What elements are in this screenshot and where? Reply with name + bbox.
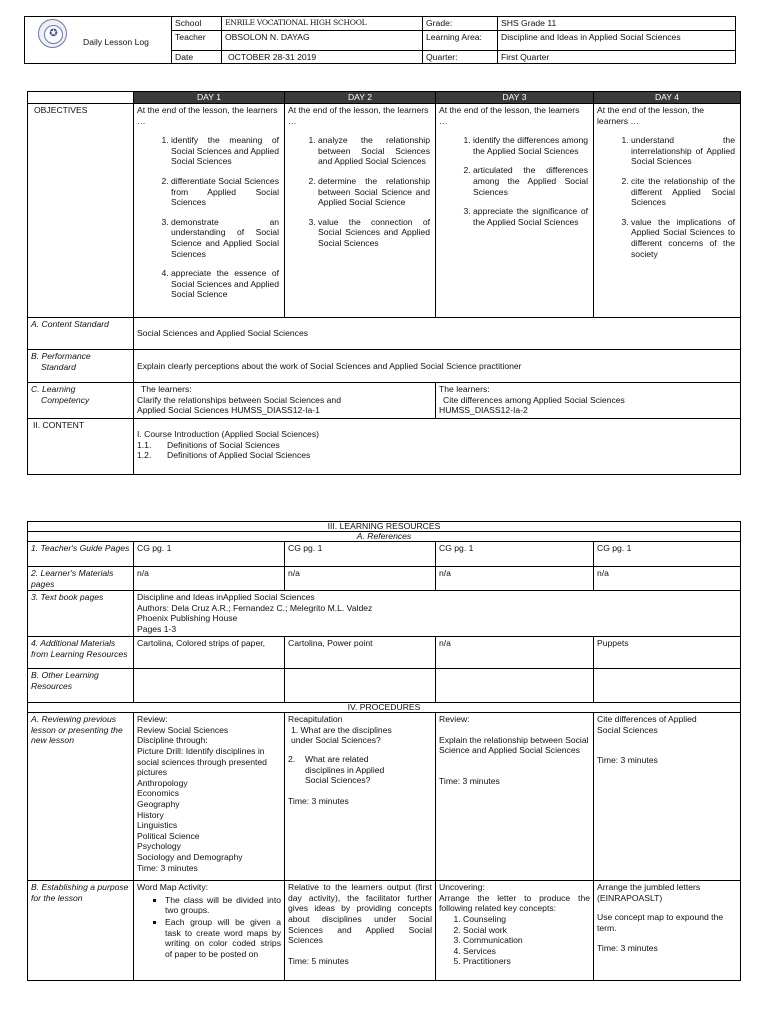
reviewing-day1-line: Economics	[137, 788, 180, 799]
textbook-label: 3. Text book pages	[28, 591, 134, 637]
reviewing-day2	[285, 713, 436, 881]
reviewing-day3	[436, 713, 594, 881]
day1-objectives	[134, 104, 285, 318]
document-title: Daily Lesson Log	[83, 37, 149, 47]
day1-objective: 4. appreciate the essence of Social Sciences and Applied Social Science	[171, 268, 281, 300]
reviewing-day1-line: Discipline through:	[137, 735, 208, 746]
learner-materials-day3: n/a	[436, 567, 594, 591]
date-value: OCTOBER 28-31 2019	[222, 50, 423, 64]
quarter-label: Quarter:	[423, 50, 498, 64]
day1-objectives-intro: At the end of the lesson, the learners …	[137, 105, 278, 126]
performance-standard-label	[28, 350, 134, 383]
day3-objective: 2. articulated the differences among the Applied Social Sciences	[473, 165, 590, 197]
day3-header: DAY 3	[436, 92, 594, 104]
textbook-line3: Phoenix Publishing House	[137, 613, 238, 624]
establishing-day4	[594, 881, 741, 981]
reviewing-day3-time: Time: 3 minutes	[439, 775, 500, 786]
content-line3-num: 1.2.	[137, 450, 152, 461]
blank-head-cell	[28, 92, 134, 104]
reviewing-day1-line: Review:	[137, 714, 168, 725]
teacher-guide-day1: CG pg. 1	[134, 542, 285, 567]
day3-objectives-intro: At the end of the lesson, the learners …	[439, 105, 580, 126]
establishing-day4-time: Time: 3 minutes	[597, 942, 658, 953]
reviewing-day4-text: Cite differences of Applied Social Sciences	[597, 714, 697, 735]
school-value: ENRILE VOCATIONAL HIGH SCHOOL	[222, 17, 423, 31]
establishing-day1-item: ▪ Each group will be given a task to create word maps by writing on color coded strips of paper to be posted on	[165, 917, 281, 959]
reviewing-day3-title: Review:	[439, 714, 470, 725]
content-label: II. CONTENT	[28, 419, 134, 475]
reviewing-day1-line: Linguistics	[137, 820, 178, 831]
establishing-day3	[436, 881, 594, 981]
day2-header: DAY 2	[285, 92, 436, 104]
reviewing-day2-q2-num: 2.	[288, 753, 296, 764]
learning-competency-label-line2: Competency	[41, 394, 90, 405]
quarter-value: First Quarter	[498, 50, 736, 64]
day4-objectives-intro: At the end of the lesson, the learners …	[597, 105, 705, 126]
other-resources-day2	[285, 669, 436, 703]
learning-area-label: Learning Area:	[423, 30, 498, 50]
day4-header: DAY 4	[594, 92, 741, 104]
reviewing-label: A. Reviewing previous lesson or presenting the new lesson	[28, 713, 134, 881]
header-table	[24, 16, 736, 64]
day1-objective: 3. demonstrate an understanding of Social Science and Applied Social Sciences	[171, 217, 281, 259]
grade-value: SHS Grade 11	[498, 17, 736, 31]
other-resources-day3	[436, 669, 594, 703]
establishing-day2-text: Relative to the learners output (first day activity), the facilitator further gives ideas by providing concepts about disciplines under Social Sciences and Applied Social Sciences	[288, 882, 432, 946]
references-title: A. References	[28, 532, 741, 542]
establishing-day2-time: Time: 5 minutes	[288, 955, 349, 966]
competency-left-line2: Clarify the relationships between Social Sciences and	[137, 394, 341, 405]
additional-materials-day1: Cartolina, Colored strips of paper,	[134, 637, 285, 669]
reviewing-day2-time: Time: 3 minutes	[288, 795, 349, 806]
establishing-day3-item: 3. Communication	[463, 935, 590, 946]
teacher-guide-day2: CG pg. 1	[285, 542, 436, 567]
additional-materials-day2: Cartolina, Power point	[285, 637, 436, 669]
reviewing-day2-title: Recapitulation	[288, 714, 343, 725]
learner-materials-day1: n/a	[134, 567, 285, 591]
content-standard-value: Social Sciences and Applied Social Sciences	[134, 318, 741, 350]
content-line2	[137, 440, 737, 451]
content-line3-text: Definitions of Applied Social Sciences	[167, 450, 311, 461]
day4-objective: 3. value the implications of Applied Social Sciences to different concerns of the society	[631, 217, 737, 259]
day4-objectives	[594, 104, 741, 318]
other-resources-label: B. Other Learning Resources	[28, 669, 134, 703]
establishing-day3-item: 5. Practitioners	[463, 956, 590, 967]
school-label: School	[172, 17, 222, 31]
learning-resources-title: III. LEARNING RESOURCES	[28, 522, 741, 532]
procedures-title: IV. PROCEDURES	[28, 703, 741, 713]
content-value	[134, 419, 741, 475]
competency-right-line2: Cite differences among Applied Social Sciences	[443, 394, 625, 405]
reviewing-day4-time: Time: 3 minutes	[597, 755, 658, 766]
objectives-table	[27, 91, 741, 475]
learner-materials-label: 2. Learner's Materials pages	[28, 567, 134, 591]
teacher-guide-day3: CG pg. 1	[436, 542, 594, 567]
teacher-guide-label: 1. Teacher's Guide Pages	[28, 542, 134, 567]
learner-materials-day4: n/a	[594, 567, 741, 591]
competency-left-line1: The learners:	[141, 384, 192, 394]
reviewing-day2-q2	[288, 754, 432, 786]
establishing-day3-text: Arrange the letter to produce the following related key concepts:	[439, 892, 590, 914]
competency-left	[134, 383, 436, 419]
day3-objectives	[436, 104, 594, 318]
learning-competency-label-line1: C. Learning	[31, 384, 76, 394]
establishing-day4-text: Arrange the jumbled letters (EINRAPOASLT)	[597, 882, 701, 903]
learner-materials-day2: n/a	[285, 567, 436, 591]
reviewing-day1	[134, 713, 285, 881]
day4-objective: 1. understand the interrelationship of Applied Social Sciences	[631, 135, 737, 167]
day2-objective: 1. analyze the relationship between Social Sciences and Applied Social Sciences	[318, 135, 432, 167]
reviewing-day1-line: Time: 3 minutes	[137, 862, 198, 873]
content-line3	[137, 450, 737, 461]
day3-objective: 1. identify the differences among the Applied Social Sciences	[473, 135, 590, 156]
grade-label: Grade:	[423, 17, 498, 31]
objectives-label: OBJECTIVES	[28, 104, 134, 318]
other-resources-day1	[134, 669, 285, 703]
learning-area-value: Discipline and Ideas in Applied Social Sciences	[498, 30, 736, 50]
textbook-line1: Discipline and Ideas inApplied Social Sciences	[137, 592, 315, 603]
competency-right-line3: HUMSS_DIASS12-Ia-2	[439, 405, 528, 416]
other-resources-day4	[594, 669, 741, 703]
day2-objectives	[285, 104, 436, 318]
establishing-day3-title: Uncovering:	[439, 882, 485, 893]
reviewing-day1-line: History	[137, 809, 164, 820]
competency-right-line1: The learners:	[439, 384, 490, 394]
date-label: Date	[172, 50, 222, 64]
establishing-day2	[285, 881, 436, 981]
additional-materials-day4: Puppets	[594, 637, 741, 669]
textbook-value	[134, 591, 741, 637]
reviewing-day3-text: Explain the relationship between Social Science and Applied Social Sciences	[439, 734, 589, 756]
establishing-day3-item: 4. Services	[463, 946, 590, 957]
reviewing-day2-q2-text: What are related disciplines in Applied Social Sciences?	[305, 753, 385, 786]
seal-emblem-icon: ✪	[49, 28, 58, 39]
day1-objective: 2. differentiate Social Sciences from Applied Social Sciences	[171, 176, 281, 208]
performance-standard-label-line2: Standard	[41, 361, 76, 372]
teacher-value: OBSOLON N. DAYAG	[222, 30, 423, 50]
textbook-line2: Authors: Dela Cruz A.R.; Fernandez C.; Melegrito M.L. Valdez	[137, 602, 373, 613]
reviewing-day1-line: Geography	[137, 798, 180, 809]
performance-standard-label-line1: B. Performance	[31, 351, 91, 361]
teacher-guide-day4: CG pg. 1	[594, 542, 741, 567]
establishing-day3-item: 1. Counseling	[463, 914, 590, 925]
reviewing-day1-line: Psychology	[137, 841, 181, 852]
reviewing-day2-q1: 1. What are the disciplines under Social Sciences?	[291, 724, 392, 746]
day2-objectives-intro: At the end of the lesson, the learners …	[288, 105, 429, 126]
textbook-line4: Pages 1-3	[137, 623, 177, 634]
establishing-day1	[134, 881, 285, 981]
day1-header: DAY 1	[134, 92, 285, 104]
establishing-day1-title: Word Map Activity:	[137, 882, 208, 893]
competency-right	[436, 383, 741, 419]
establishing-day3-item: 2. Social work	[463, 925, 590, 936]
teacher-label: Teacher	[172, 30, 222, 50]
reviewing-day1-line: Political Science	[137, 830, 200, 841]
learning-competency-label	[28, 383, 134, 419]
logo-cell	[25, 17, 172, 64]
content-standard-label: A. Content Standard	[28, 318, 134, 350]
reviewing-day1-line: Review Social Sciences	[137, 724, 229, 735]
additional-materials-label: 4. Additional Materials from Learning Resources	[28, 637, 134, 669]
performance-standard-value: Explain clearly perceptions about the work of Social Sciences and Applied Social Science practitioner	[134, 350, 741, 383]
establishing-day4-text2: Use concept map to expound the term.	[597, 912, 724, 933]
competency-left-line3: Applied Social Sciences HUMSS_DIASS12-Ia-1	[137, 405, 320, 416]
day2-objective: 2. determine the relationship between Social Science and Applied Social Science	[318, 176, 432, 208]
content-line2-text: Definitions of Social Sciences	[167, 439, 280, 450]
content-line2-num: 1.1.	[137, 439, 152, 450]
reviewing-day4	[594, 713, 741, 881]
establishing-label: B. Establishing a purpose for the lesson	[28, 881, 134, 981]
reviewing-day1-line: Sociology and Demography	[137, 851, 243, 862]
resources-procedures-table	[27, 521, 741, 981]
reviewing-day1-line: Anthropology	[137, 777, 188, 788]
day2-objective: 3. value the connection of Social Sciences and Applied Social Sciences	[318, 217, 432, 249]
day1-objective: 1. identify the meaning of Social Sciences and Applied Social Sciences	[171, 135, 281, 167]
day3-objective: 3. appreciate the significance of the Applied Social Sciences	[473, 206, 590, 227]
additional-materials-day3: n/a	[436, 637, 594, 669]
establishing-day1-item: ▪ The class will be divided into two groups.	[165, 895, 281, 916]
reviewing-day1-line: Picture Drill: Identify disciplines in social sciences through presented pictures	[137, 745, 267, 778]
content-line1: I. Course Introduction (Applied Social Sciences)	[137, 429, 319, 439]
day4-objective: 2. cite the relationship of the different Applied Social Sciences	[631, 176, 737, 208]
